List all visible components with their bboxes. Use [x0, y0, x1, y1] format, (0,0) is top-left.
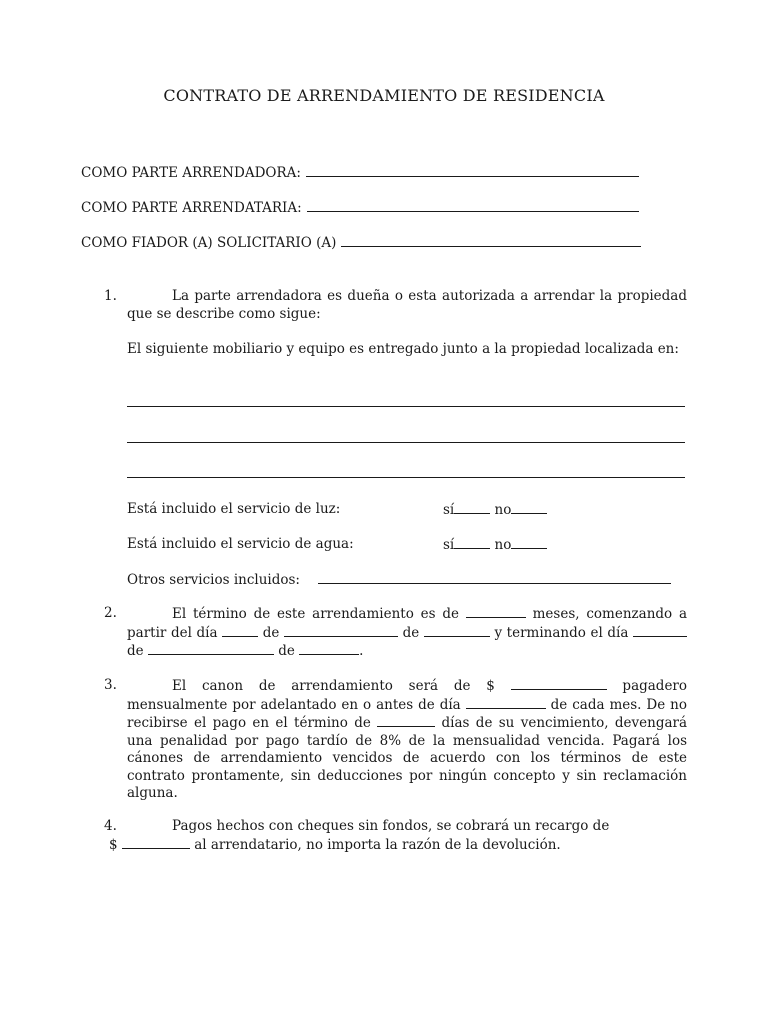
clause-2-of-3: de — [127, 643, 144, 659]
clause-2-end-text: y terminando el día — [494, 624, 629, 641]
service-light-no-blank — [511, 501, 547, 514]
clause-4-number: 4. — [104, 818, 117, 834]
address-line-1 — [127, 406, 685, 407]
party-landlord-blank — [306, 164, 639, 177]
clause-3 — [104, 677, 687, 803]
clause-4 — [104, 818, 687, 836]
service-others-label: Otros servicios incluidos: — [127, 572, 300, 588]
service-light-yes-blank — [454, 501, 490, 514]
clause-2-start-text: meses, comenzando a partir del día — [127, 606, 688, 641]
party-guarantor-blank — [341, 234, 641, 247]
party-landlord — [81, 164, 639, 181]
clause-2-of-2: de — [402, 624, 420, 641]
clause-4-text — [104, 818, 687, 836]
start-year-blank — [424, 624, 490, 637]
party-tenant — [81, 199, 639, 216]
party-tenant-blank — [307, 199, 639, 212]
end-month-blank — [148, 642, 274, 655]
party-guarantor — [81, 234, 641, 251]
clause-1-text-content: La parte arrendadora es dueña o esta autorizada a arrendar la propiedad que se describe como sigue: — [127, 288, 687, 322]
clause-1-furniture: El siguiente mobiliario y equipo es entregado junto a la propiedad localizada en: — [127, 341, 679, 357]
service-light-yes-label: sí — [443, 502, 455, 518]
surcharge-amount-blank — [122, 836, 190, 849]
service-light-options — [443, 501, 547, 518]
clause-2-period: . — [359, 643, 364, 659]
service-light-label: Está incluido el servicio de luz: — [127, 501, 341, 517]
party-landlord-label: COMO PARTE ARRENDADORA: — [81, 165, 301, 181]
payment-day-blank — [466, 696, 546, 709]
clause-3-payable-text: pagadero mensualmente por adelantado en o antes de día — [127, 678, 688, 713]
clause-3-term-text: de cada mes. De no recibirse el pago en el término de — [127, 696, 687, 731]
term-months-blank — [466, 605, 526, 618]
clause-2-text — [104, 605, 687, 661]
clause-3-rent-text: El canon de arrendamiento será de $ — [172, 678, 495, 694]
party-tenant-label: COMO PARTE ARRENDATARIA: — [81, 200, 302, 216]
start-month-blank — [284, 624, 398, 637]
clause-4-line-2 — [109, 836, 561, 855]
start-day-blank — [222, 624, 258, 637]
clause-3-text — [104, 677, 687, 803]
service-water-no-label: no — [494, 537, 512, 553]
clause-2-of-1: de — [262, 624, 280, 641]
clause-1-number: 1. — [104, 288, 117, 304]
clause-3-penalty-text: días de su vencimiento, devengará una penalidad por pago tardío de 8% de la mensualidad vencida. Pagará los cánones de arrendamiento vencidos de acuerdo con los términos de este contrato prontamente, sin deducciones por ningún concepto y sin reclamación alguna. — [127, 715, 688, 801]
address-line-3 — [127, 477, 685, 478]
clause-2-of-4: de — [278, 643, 295, 659]
service-light-no-label: no — [494, 502, 512, 518]
service-water-yes-label: sí — [443, 537, 455, 553]
end-year-blank — [299, 642, 359, 655]
surcharge-currency: $ — [109, 837, 118, 853]
address-line-2 — [127, 442, 685, 443]
clause-1 — [104, 288, 687, 323]
document-title: CONTRATO DE ARRENDAMIENTO DE RESIDENCIA — [163, 86, 605, 105]
service-others — [127, 571, 671, 588]
clause-4-checks-text: Pagos hechos con cheques sin fondos, se cobrará un recargo de — [172, 818, 610, 834]
clause-1-text — [104, 288, 687, 323]
rent-amount-blank — [511, 677, 607, 690]
clause-4-tenant-text: al arrendatario, no importa la razón de la devolución. — [194, 837, 561, 853]
service-water-options — [443, 536, 547, 553]
clause-2-number: 2. — [104, 605, 117, 621]
service-water-yes-blank — [454, 536, 490, 549]
service-water-label: Está incluido el servicio de agua: — [127, 536, 354, 552]
service-water-no-blank — [511, 536, 547, 549]
clause-2 — [104, 605, 687, 661]
end-day-blank — [633, 624, 687, 637]
service-others-blank — [318, 571, 671, 584]
party-guarantor-label: COMO FIADOR (A) SOLICITARIO (A) — [81, 235, 337, 251]
clause-2-term-text: El término de este arrendamiento es de — [172, 606, 459, 622]
grace-days-blank — [377, 714, 435, 727]
clause-3-number: 3. — [104, 677, 117, 693]
